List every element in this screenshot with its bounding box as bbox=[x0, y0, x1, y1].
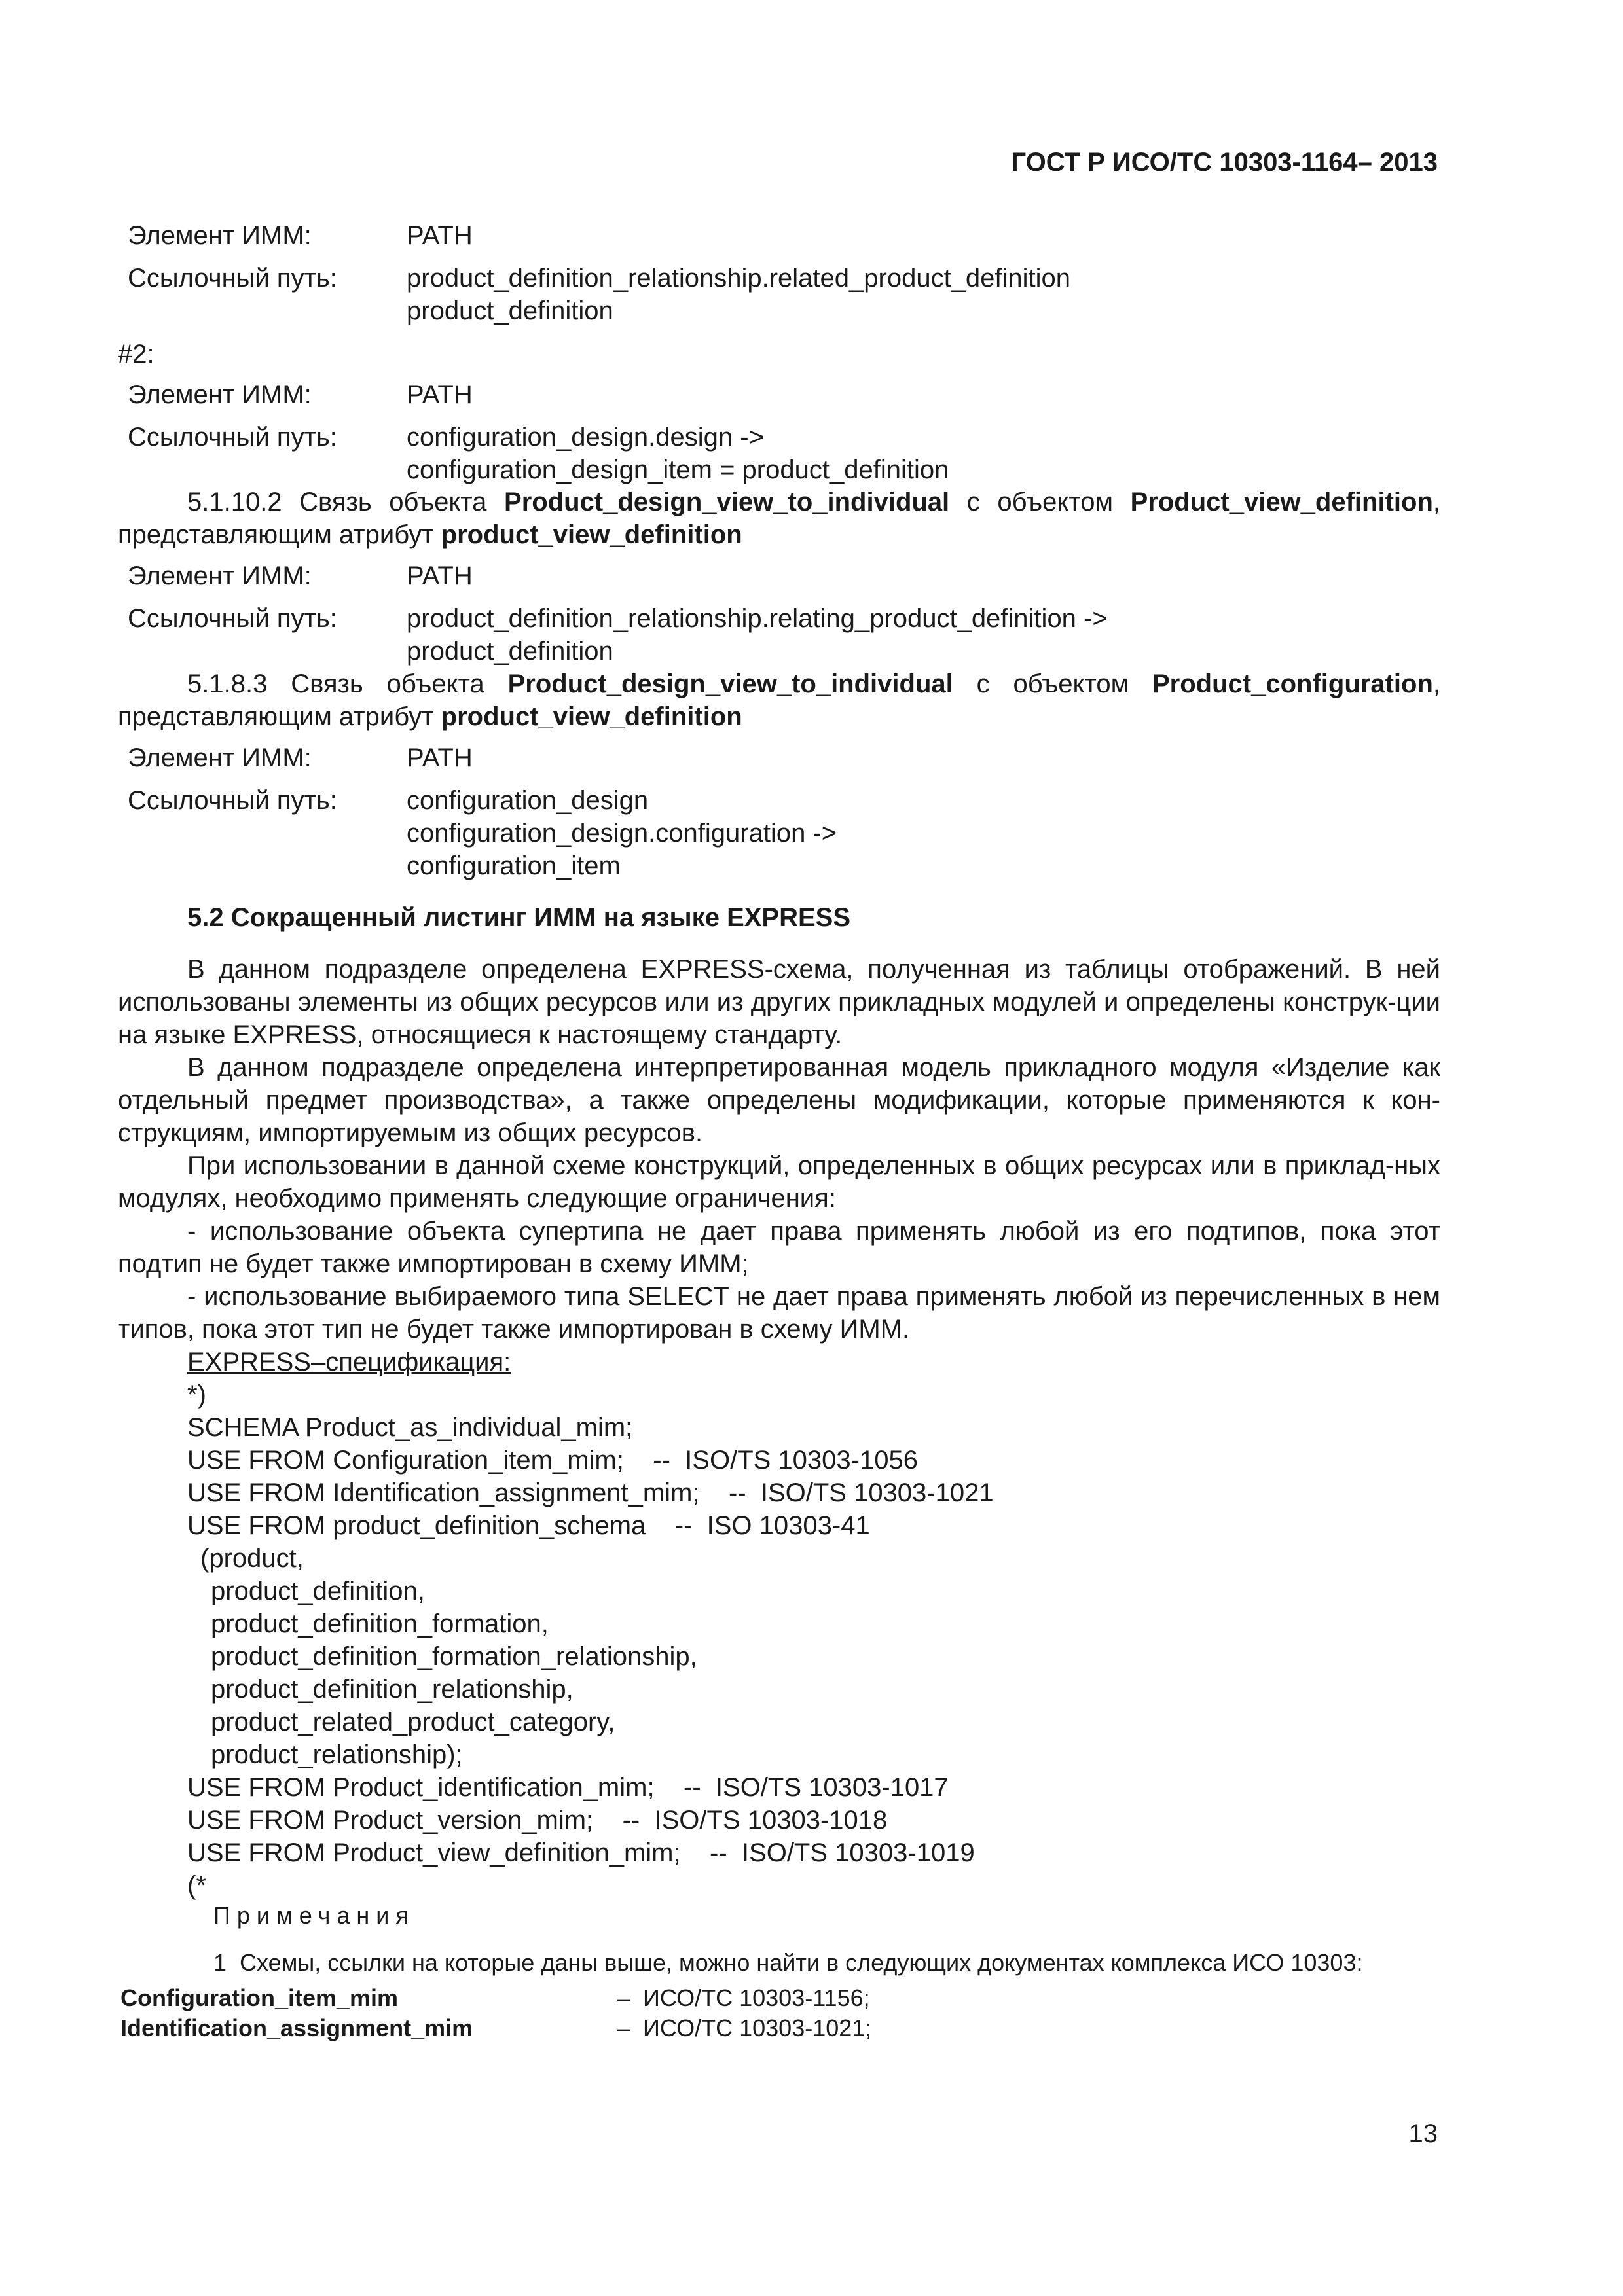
express-spec-label: EXPRESS–спецификация: bbox=[187, 1348, 511, 1376]
path-number: #2: bbox=[118, 340, 155, 368]
mim-element-label: Элемент ИММ: bbox=[128, 744, 312, 772]
section-title: 5.2 Сокращенный листинг ИММ на языке EXPRESS bbox=[187, 903, 851, 932]
reference-path-label: Ссылочный путь: bbox=[128, 423, 337, 452]
mim-element-value: PATH bbox=[407, 744, 473, 772]
reference-path-label: Ссылочный путь: bbox=[128, 264, 337, 293]
code-line: (* bbox=[187, 1871, 206, 1900]
subsection-heading: 5.1.8.3 Связь объекта Product_design_view_to_individual с объектом Product_configuration, представляющим атрибут product_view_definition bbox=[118, 670, 1440, 731]
paragraph: В данном подразделе определена EXPRESS-схема, полученная из таблицы отображений. В ней использованы элементы из общих ресурсов или из других прикладных модулей и определены конструк-ции на языке EXPRESS, относящиеся к настоящему стандарту. bbox=[118, 955, 1440, 1049]
reference-path-line: configuration_item bbox=[407, 852, 621, 880]
list-item: - использование объекта супертипа не дает права применять любой из его подтипов, пока этот подтип не будет также импортирован в схему ИММ; bbox=[118, 1217, 1440, 1278]
subsection-heading: 5.1.10.2 Связь объекта Product_design_view_to_individual с объектом Product_view_definition, представляющим атрибут product_view_definition bbox=[118, 488, 1441, 549]
paragraph: При использовании в данной схеме конструкций, определенных в общих ресурсах или в приклад-ных модулях, необходимо применять следующие ограничения: bbox=[118, 1151, 1440, 1213]
paragraph: В данном подразделе определена интерпретированная модель прикладного модуля «Изделие как отдельный предмет производства», а также определены модификации, которые применяются к кон-струкциям, импортируемым из общих ресурсов. bbox=[118, 1053, 1440, 1147]
code-line: USE FROM Configuration_item_mim; -- ISO/TS 10303-1056 bbox=[187, 1446, 918, 1475]
code-line: SCHEMA Product_as_individual_mim; bbox=[187, 1413, 633, 1442]
schema-ref-doc: – ИСО/ТС 10303-1156; bbox=[617, 1984, 870, 2011]
reference-path-line: configuration_design_item = product_definition bbox=[407, 456, 949, 484]
reference-path-line: product_definition_relationship.related_product_definition bbox=[407, 264, 1071, 293]
notes-heading: Примечания bbox=[213, 1902, 415, 1929]
code-line: product_definition_formation, bbox=[211, 1609, 549, 1638]
mim-element-label: Элемент ИММ: bbox=[128, 380, 312, 409]
code-line: *) bbox=[187, 1380, 206, 1409]
code-line: product_relationship); bbox=[211, 1740, 463, 1769]
reference-path-label: Ссылочный путь: bbox=[128, 604, 337, 633]
code-line: product_definition, bbox=[211, 1577, 425, 1605]
schema-ref-name: Configuration_item_mim bbox=[120, 1984, 399, 2011]
mim-element-label: Элемент ИММ: bbox=[128, 562, 312, 590]
note-text: 1 Схемы, ссылки на которые даны выше, можно найти в следующих документах комплекса ИСО 10303: bbox=[213, 1949, 1363, 1976]
reference-path-line: configuration_design.configuration -> bbox=[407, 819, 837, 848]
document-header: ГОСТ Р ИСО/ТС 10303-1164– 2013 bbox=[1011, 148, 1438, 177]
code-line: USE FROM Product_version_mim; -- ISO/TS 10303-1018 bbox=[187, 1806, 888, 1835]
code-line: USE FROM Identification_assignment_mim; -- ISO/TS 10303-1021 bbox=[187, 1479, 994, 1507]
reference-path-line: configuration_design.design -> bbox=[407, 423, 764, 452]
mim-element-value: PATH bbox=[407, 221, 473, 250]
code-line: product_related_product_category, bbox=[211, 1708, 615, 1736]
reference-path-line: product_definition bbox=[407, 296, 613, 325]
mim-element-value: PATH bbox=[407, 380, 473, 409]
mim-element-value: PATH bbox=[407, 562, 473, 590]
code-line: product_definition_relationship, bbox=[211, 1675, 574, 1704]
schema-ref-name: Identification_assignment_mim bbox=[120, 2015, 473, 2041]
reference-path-line: product_definition_relationship.relating_product_definition -> bbox=[407, 604, 1108, 633]
page-number: 13 bbox=[1408, 2119, 1438, 2148]
code-line: USE FROM Product_view_definition_mim; -- ISO/TS 10303-1019 bbox=[187, 1839, 975, 1867]
code-line: USE FROM product_definition_schema -- ISO 10303-41 bbox=[187, 1511, 870, 1540]
code-line: USE FROM Product_identification_mim; -- ISO/TS 10303-1017 bbox=[187, 1773, 949, 1802]
code-line: product_definition_formation_relationship, bbox=[211, 1642, 697, 1671]
code-line: (product, bbox=[200, 1544, 304, 1573]
list-item: - использование выбираемого типа SELECT не дает права применять любой из перечисленных в нем типов, пока этот тип не будет также импортирован в схему ИММ. bbox=[118, 1282, 1440, 1344]
reference-path-line: product_definition bbox=[407, 637, 613, 666]
mim-element-label: Элемент ИММ: bbox=[128, 221, 312, 250]
reference-path-label: Ссылочный путь: bbox=[128, 786, 337, 815]
schema-ref-doc: – ИСО/ТС 10303-1021; bbox=[617, 2015, 872, 2041]
reference-path-line: configuration_design bbox=[407, 786, 649, 815]
